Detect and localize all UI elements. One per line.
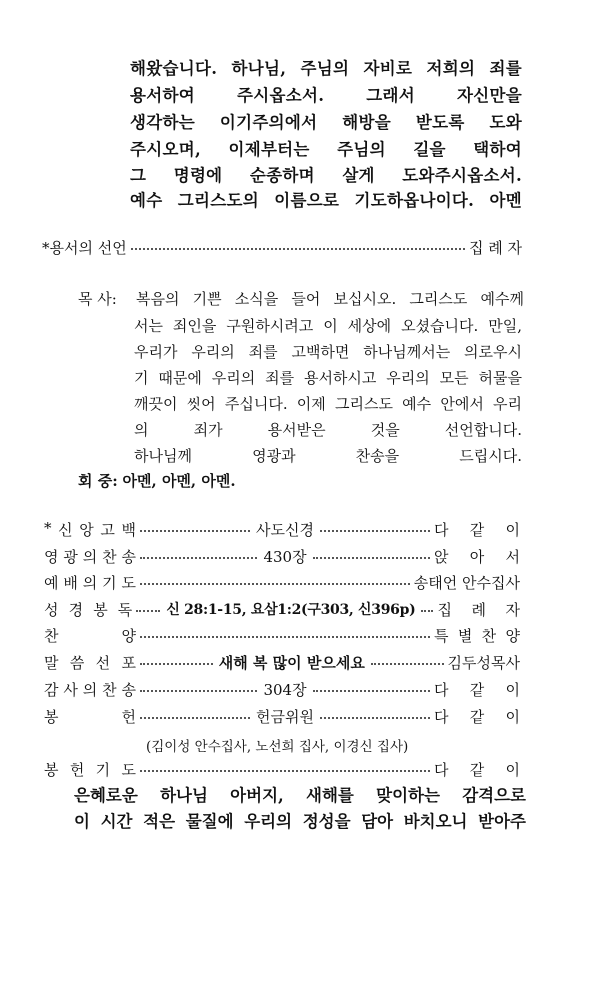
pastor-line: 의 죄가 용서받은 것을 선언합니다. [134,421,522,439]
leader-dots [421,610,433,612]
leader-dots [140,583,410,585]
order-label: 찬 양 [44,626,136,645]
order-content: 사도신경 [256,520,314,539]
order-label: 봉 헌 기 도 [44,760,136,779]
scripture-reading: 신 28:1-15, 요삼1:2(구303, 신396p) [166,602,416,618]
order-row [44,517,520,541]
order-label: 말 씀 선 포 [44,653,136,672]
leader-dots [136,610,160,612]
pastor-line: 우리가 우리의 죄를 고백하면 하나님께서는 의로우시 [134,343,522,361]
order-leader: 특 별 찬 양 [434,626,520,645]
leader-dots [140,636,430,638]
leader-dots [131,248,465,250]
leader-dots [371,663,444,665]
declaration-row [42,235,522,259]
pastor-line: 깨끗이 씻어 주십니다. 이제 그리스도 예수 안에서 우리 [134,395,522,413]
pastor-line: 복음의 기쁜 소식을 들어 보십시오. 그리스도 예수께 [136,290,524,308]
order-row [44,597,520,621]
pastor-label: 목 사: [78,290,117,308]
prayer-line: 주시오며, 이제부터는 주님의 길을 택하여 [130,140,522,159]
order-content: 304장 [263,680,307,699]
order-leader: 김두성목사 [447,653,520,672]
order-row [44,623,520,647]
leader-dots [140,690,257,692]
order-leader: 집 례 자 [437,600,520,619]
sermon-title: 새해 복 많이 받으세요 [218,653,365,672]
order-row [44,570,520,594]
order-content: 헌금위원 [256,707,314,726]
order-label: 감 사 의 찬 송 [44,680,136,699]
offering-committee-note: (김이성 안수집사, 노선희 집사, 이경신 집사) [146,739,409,755]
order-label: 영 광 의 찬 송 [44,547,136,566]
prayer-line: 이 시간 적은 물질에 우리의 정성을 담아 바치오니 받아주 [74,812,526,831]
order-leader: 송태언 안수집사 [413,573,520,592]
leader-dots [140,770,430,772]
prayer-line: 해왔습니다. 하나님, 주님의 자비로 저희의 죄를 [130,59,522,78]
order-label: 봉 헌 [44,707,136,726]
leader-dots [140,530,250,532]
order-row [44,704,520,728]
leader-dots [140,557,257,559]
prayer-line: 예수 그리스도의 이름으로 기도하옵나이다. 아멘 [130,191,522,210]
order-row [44,544,520,568]
order-label: * 신 앙 고 백 [44,518,136,539]
congregation-response [78,470,236,491]
declaration-leader: 집 례 자 [468,238,522,257]
leader-dots [140,663,213,665]
leader-dots [140,717,250,719]
order-leader: 다 같 이 [434,680,520,699]
congregation-label: 회 중: [78,472,118,490]
prayer-line: 은혜로운 하나님 아버지, 새해를 맞이하는 감격으로 [74,786,526,805]
pastor-line: 하나님께 영광과 찬송을 드립시다. [134,447,522,465]
prayer-line: 용서하여 주시옵소서. 그래서 자신만을 [130,86,522,105]
order-label: 성 경 봉 독 [44,600,133,619]
leader-dots [313,557,430,559]
order-leader: 다 같 이 [434,520,520,539]
prayer-line: 그 명령에 순종하며 살게 도와주시옵소서. [130,166,522,185]
order-row [44,677,520,701]
order-leader: 앉 아 서 [434,547,520,566]
order-leader: 다 같 이 [434,760,520,779]
leader-dots [320,530,430,532]
order-leader: 다 같 이 [434,707,520,726]
order-content: 430장 [263,547,307,566]
prayer-line: 생각하는 이기주의에서 해방을 받도록 도와 [130,113,522,132]
leader-dots [320,717,430,719]
order-label: 예 배 의 기 도 [44,573,136,592]
pastor-line: 서는 죄인을 구원하시려고 이 세상에 오셨습니다. 만일, [134,317,522,335]
order-row [44,650,520,674]
leader-dots [313,690,430,692]
offering-prayer-row [44,757,520,781]
congregation-text: 아멘, 아멘, 아멘. [122,472,236,490]
pastor-line: 기 때문에 우리의 죄를 용서하시고 우리의 모든 허물을 [134,369,522,387]
declaration-label: *용서의 선언 [42,238,127,257]
